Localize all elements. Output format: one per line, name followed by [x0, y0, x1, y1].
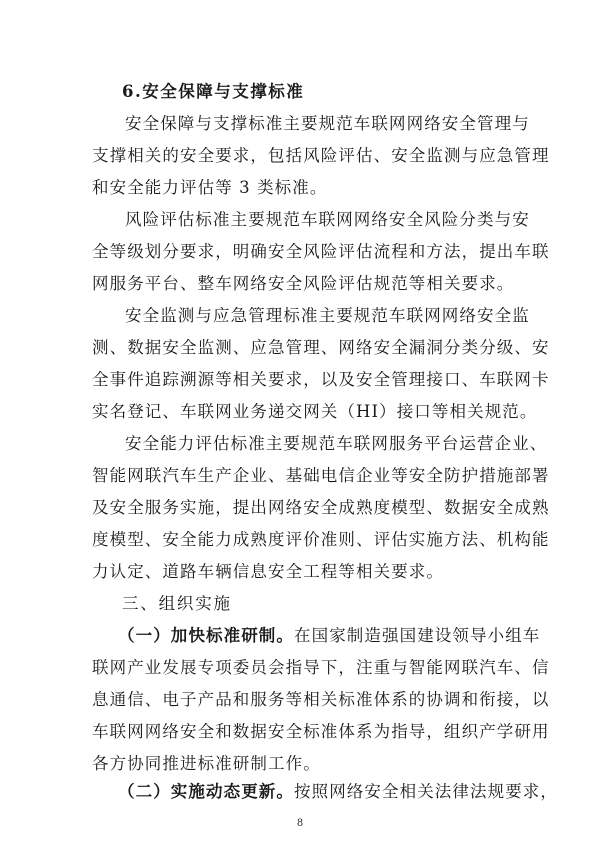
para4-line-4: 度模型、安全能力成熟度评价准则、评估实施方法、机构能	[92, 530, 550, 549]
para4-line-5: 力认定、道路车辆信息安全工程等相关要求。	[92, 562, 444, 581]
subsection-heading: 6.安全保障与支撑标准	[122, 82, 305, 101]
para3-line-3: 全事件追踪溯源等相关要求，以及安全管理接口、车联网卡	[92, 370, 550, 389]
para4-line-3: 及安全服务实施，提出网络安全成熟度模型、数据安全成熟	[92, 498, 550, 517]
page-number: 8	[296, 818, 304, 829]
item1-line-4: 车联网网络安全和数据安全标准体系为指导，组织产学研用	[92, 722, 550, 741]
para3-line-4: 实名登记、车联网业务递交网关（HI）接口等相关规范。	[92, 402, 538, 421]
item1-line-1	[118, 626, 541, 646]
item2-first-rest: 按照网络安全相关法律法规要求，	[294, 782, 558, 801]
item1-line-2: 联网产业发展专项委员会指导下，注重与智能网联汽车、信	[92, 658, 550, 677]
item1-lead: （一）加快标准研制。	[118, 626, 294, 645]
item2-lead: （二）实施动态更新。	[118, 782, 294, 801]
para2-line-2: 全等级划分要求，明确安全风险评估流程和方法，提出车联	[92, 242, 550, 261]
para3-line-2: 测、数据安全监测、应急管理、网络安全漏洞分类分级、安	[92, 338, 550, 357]
para4-line-1: 安全能力评估标准主要规范车联网服务平台运营企业、	[125, 434, 548, 453]
para3-line-1: 安全监测与应急管理标准主要规范车联网网络安全监	[125, 306, 530, 325]
item2-line-1	[118, 782, 558, 802]
item1-line-3: 息通信、电子产品和服务等相关标准体系的协调和衔接，以	[92, 690, 550, 709]
para1-line-2: 支撑相关的安全要求，包括风险评估、安全监测与应急管理	[92, 146, 550, 165]
para1-line-1: 安全保障与支撑标准主要规范车联网网络安全管理与	[125, 114, 530, 133]
section-heading: 三、组织实施	[122, 594, 232, 613]
item1-first-rest: 在国家制造强国建设领导小组车	[294, 626, 541, 645]
para1-line-3: 和安全能力评估等 3 类标准。	[92, 178, 328, 197]
para2-line-3: 网服务平台、整车网络安全风险评估规范等相关要求。	[92, 274, 515, 293]
para2-line-1: 风险评估标准主要规范车联网网络安全风险分类与安	[125, 210, 530, 229]
para4-line-2: 智能网联汽车生产企业、基础电信企业等安全防护措施部署	[92, 466, 550, 485]
item1-line-5: 各方协同推进标准研制工作。	[92, 754, 321, 773]
